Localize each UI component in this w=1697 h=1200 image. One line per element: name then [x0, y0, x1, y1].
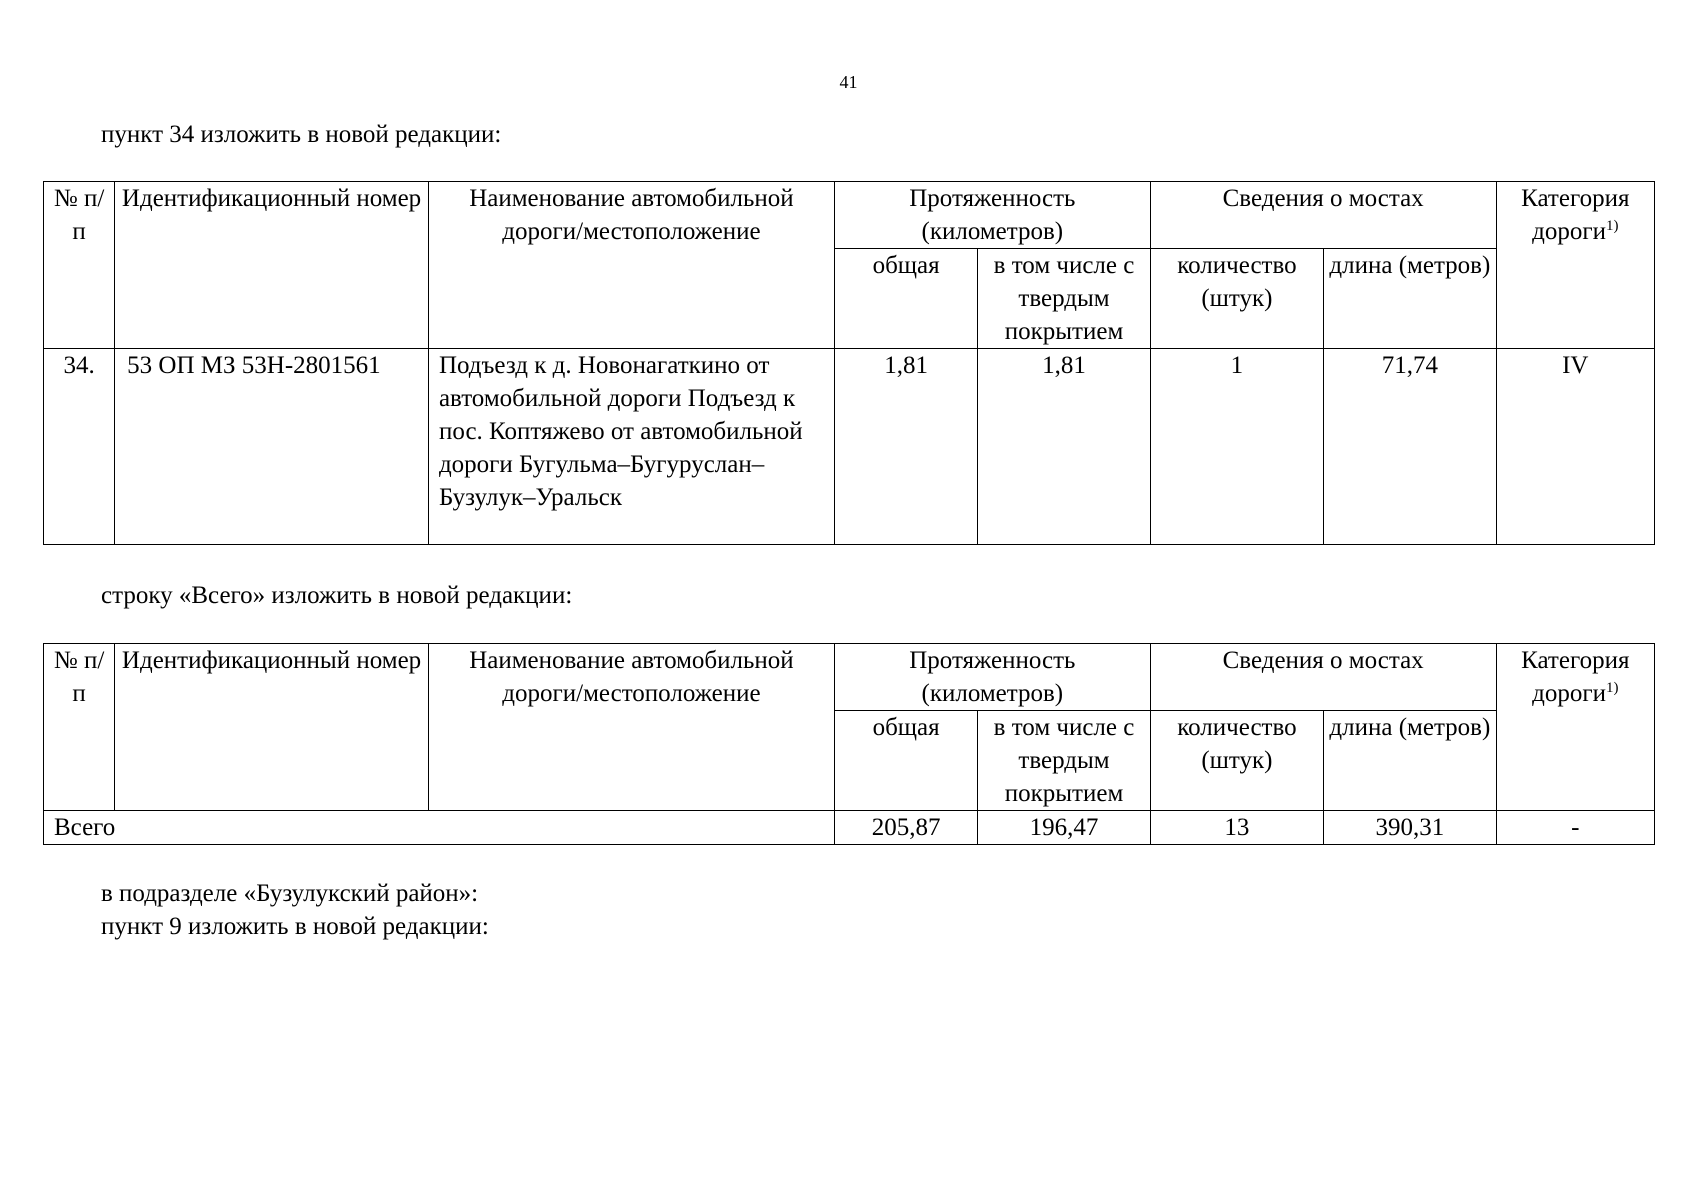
header-bridges: Сведения о мостах [1150, 644, 1496, 711]
header-length-paved: в том числе с твердым покрытием [978, 249, 1150, 349]
header-name: Наименование автомобильной дороги/местоположение [428, 644, 834, 811]
cell-bridges-length: 71,74 [1324, 349, 1496, 545]
header-bridges-length: длина (метров) [1324, 711, 1496, 811]
header-bridges-count: количество (штук) [1150, 249, 1323, 349]
header-num: № п/п [44, 644, 115, 811]
cell-total-paved: 196,47 [978, 811, 1150, 845]
cell-id: 53 ОП МЗ 53Н-2801561 [115, 349, 429, 545]
cell-total-length: 205,87 [834, 811, 977, 845]
cell-bridges-count: 1 [1150, 349, 1323, 545]
header-length: Протяженность (километров) [834, 644, 1150, 711]
page-number: 41 [839, 72, 858, 92]
table-row-total [44, 811, 1655, 845]
header-name: Наименование автомобильной дороги/местоположение [428, 182, 834, 349]
header-id: Идентификационный номер [115, 182, 429, 349]
header-category-footnote: 1) [1605, 218, 1619, 234]
road-table-point-34 [43, 181, 1655, 545]
instruction-total-row: строку «Всего» изложить в новой редакции: [101, 582, 573, 609]
cell-total-bridges-length: 390,31 [1324, 811, 1496, 845]
header-category-label: Категория дороги [1521, 647, 1630, 707]
cell-total-bridges-count: 13 [1150, 811, 1323, 845]
cell-total-label: Всего [44, 811, 835, 845]
instruction-point-34: пункт 34 изложить в новой редакции: [101, 121, 502, 148]
header-category [1496, 644, 1654, 811]
cell-name: Подъезд к д. Новонагаткино от автомобильной дороги Подъезд к пос. Коптяжево от автомобильной дороги Бугульма–Бугуруслан–Бузулук–Уральск [428, 349, 834, 545]
header-length-total: общая [834, 249, 977, 349]
table-row [44, 349, 1655, 545]
cell-num: 34. [44, 349, 115, 545]
header-category [1496, 182, 1654, 349]
header-category-label: Категория дороги [1521, 185, 1630, 245]
header-bridges-length: длина (метров) [1324, 249, 1496, 349]
header-category-footnote: 1) [1605, 680, 1619, 696]
header-id: Идентификационный номер [115, 644, 429, 811]
road-table-total [43, 643, 1655, 845]
instruction-point-9: пункт 9 изложить в новой редакции: [101, 913, 489, 940]
cell-length-total: 1,81 [834, 349, 977, 545]
header-num: № п/п [44, 182, 115, 349]
instruction-district: в подразделе «Бузулукский район»: [101, 880, 479, 907]
cell-total-category: - [1496, 811, 1654, 845]
header-bridges-count: количество (штук) [1150, 711, 1323, 811]
cell-length-paved: 1,81 [978, 349, 1150, 545]
header-bridges: Сведения о мостах [1150, 182, 1496, 249]
cell-category: IV [1496, 349, 1654, 545]
header-length-paved: в том числе с твердым покрытием [978, 711, 1150, 811]
header-length-total: общая [834, 711, 977, 811]
header-length: Протяженность (километров) [834, 182, 1150, 249]
